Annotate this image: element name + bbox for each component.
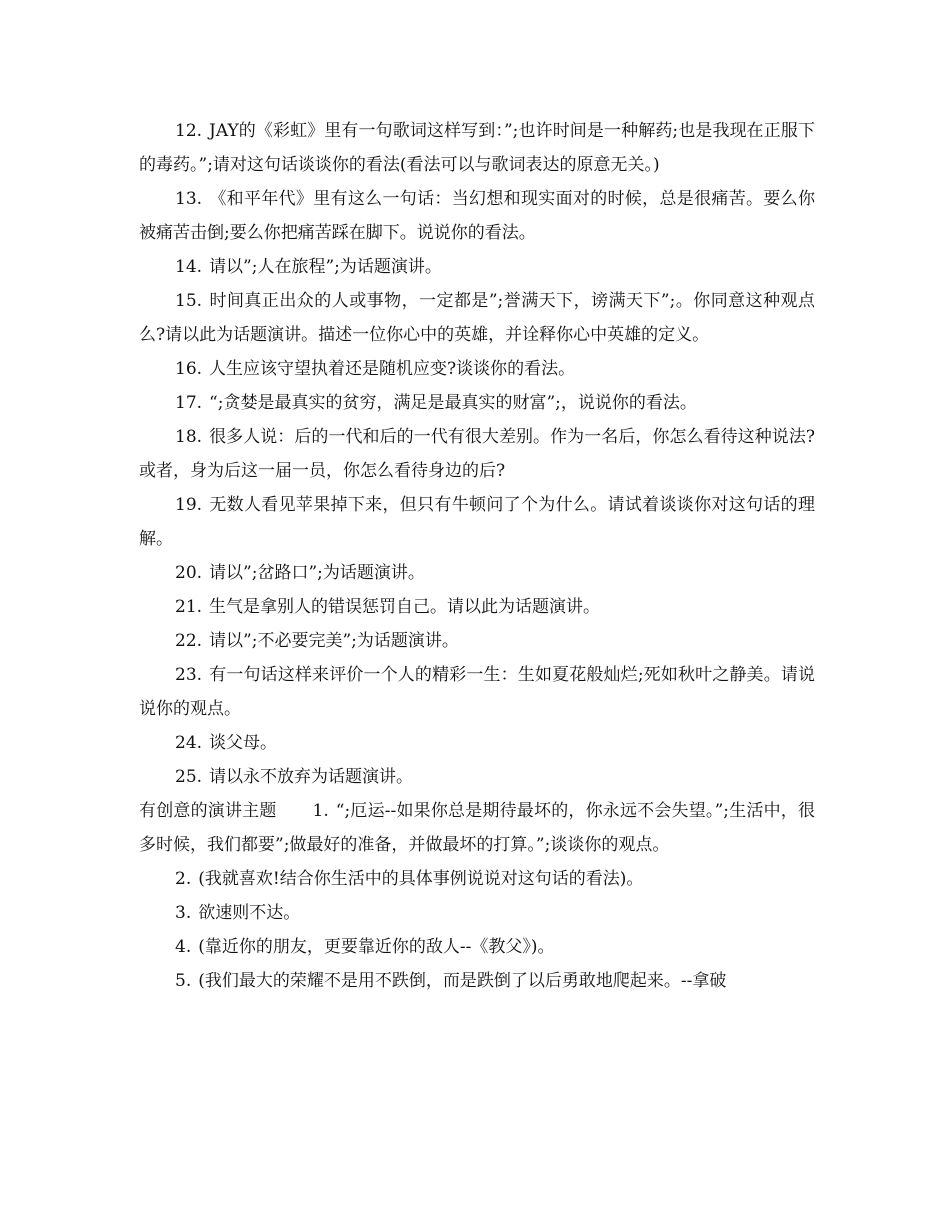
item-number: 18. — [175, 427, 203, 447]
list-item — [139, 556, 815, 590]
item-number: 16. — [175, 359, 203, 379]
item-text: 请以”;岔路口”;为话题演讲。 — [209, 563, 425, 583]
list-item — [139, 420, 815, 488]
list-item — [139, 930, 815, 964]
item-number: 14. — [175, 257, 203, 277]
list-item — [139, 590, 815, 624]
item-text: 有一句话这样来评价一个人的精彩一生：生如夏花般灿烂;死如秋叶之静美。请说说你的观点。 — [139, 665, 815, 719]
item-number: 2. — [175, 869, 192, 889]
list-item — [139, 114, 815, 182]
item-number: 1. — [312, 801, 329, 821]
item-text: 无数人看见苹果掉下来，但只有牛顿问了个为什么。请试着谈谈你对这句话的理解。 — [139, 495, 815, 549]
item-number: 3. — [175, 903, 192, 923]
item-number: 17. — [175, 393, 203, 413]
item-number: 21. — [175, 597, 203, 617]
item-number: 20. — [175, 563, 203, 583]
item-text: JAY的《彩虹》里有一句歌词这样写到：”;也许时间是一种解药;也是我现在正服下的毒药。”;请对这句话谈谈你的看法(看法可以与歌词表达的原意无关。) — [139, 121, 815, 175]
section-heading: 有创意的演讲主题 — [139, 801, 277, 821]
list-item — [139, 760, 815, 794]
item-number: 4. — [175, 937, 192, 957]
item-text: (我就喜欢!结合你生活中的具体事例说说对这句话的看法)。 — [198, 869, 644, 889]
item-number: 12. — [175, 121, 203, 141]
item-text: (我们最大的荣耀不是用不跌倒，而是跌倒了以后勇敢地爬起来。--拿破 — [198, 971, 727, 991]
item-number: 19. — [175, 495, 203, 515]
item-text: 人生应该守望执着还是随机应变?谈谈你的看法。 — [209, 359, 576, 379]
list-item — [139, 182, 815, 250]
list-item — [139, 386, 815, 420]
item-number: 5. — [175, 971, 192, 991]
item-text: (靠近你的朋友，更要靠近你的敌人--《教父》)。 — [198, 937, 555, 957]
item-text: 《和平年代》里有这么一句话：当幻想和现实面对的时候，总是很痛苦。要么你被痛苦击倒;要么你把痛苦踩在脚下。说说你的看法。 — [139, 189, 815, 243]
item-number: 15. — [175, 291, 203, 311]
document-body — [139, 114, 815, 998]
item-number: 13. — [175, 189, 203, 209]
list-item — [139, 352, 815, 386]
item-text: 请以”;不必要完美”;为话题演讲。 — [209, 631, 459, 651]
item-text: 时间真正出众的人或事物，一定都是”;誉满天下，谤满天下”;。你同意这种观点么?请以此为话题演讲。描述一位你心中的英雄，并诠释你心中英雄的定义。 — [139, 291, 815, 345]
list-item — [139, 862, 815, 896]
item-text: 谈父母。 — [209, 733, 278, 753]
item-number: 25. — [175, 767, 203, 787]
list-item — [139, 658, 815, 726]
list-item — [139, 284, 815, 352]
item-text: 很多人说：后的一代和后的一代有很大差别。作为一名后，你怎么看待这种说法?或者，身为后这一届一员，你怎么看待身边的后? — [139, 427, 815, 481]
item-text: “;厄运--如果你总是期待最坏的，你永远不会失望。”;生活中，很多时候，我们都要”;做最好的准备，并做最坏的打算。”;谈谈你的观点。 — [139, 801, 816, 855]
item-text: 请以永不放弃为话题演讲。 — [209, 767, 414, 787]
item-text: 欲速则不达。 — [198, 903, 301, 923]
list-item — [139, 488, 815, 556]
list-item — [139, 624, 815, 658]
item-number: 23. — [175, 665, 203, 685]
list-item — [139, 964, 815, 998]
list-item — [139, 726, 815, 760]
list-item — [139, 896, 815, 930]
item-text: “;贪婪是最真实的贫穷，满足是最真实的财富”;，说说你的看法。 — [209, 393, 697, 413]
item-text: 请以”;人在旅程”;为话题演讲。 — [209, 257, 442, 277]
item-number: 24. — [175, 733, 203, 753]
list-item — [139, 250, 815, 284]
section-intro — [139, 794, 815, 862]
item-number: 22. — [175, 631, 203, 651]
item-text: 生气是拿别人的错误惩罚自己。请以此为话题演讲。 — [209, 597, 601, 617]
